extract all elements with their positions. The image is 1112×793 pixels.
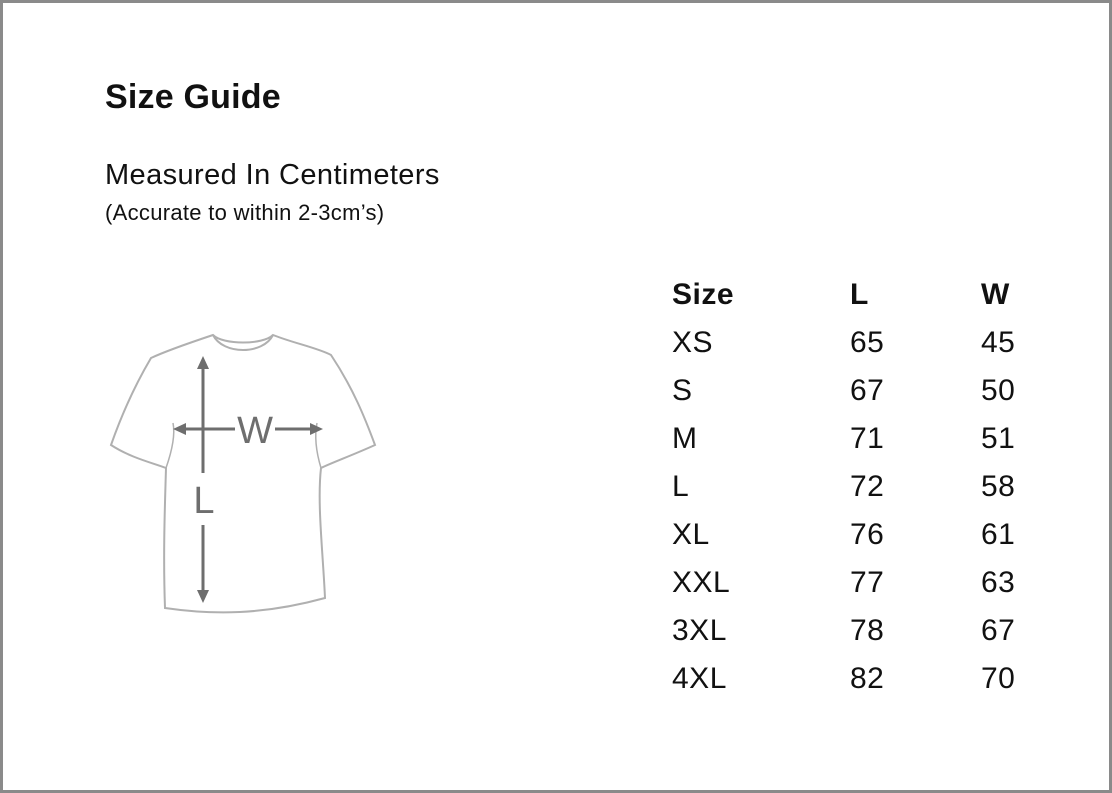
- size-cell: XS: [672, 326, 714, 359]
- table-row: [672, 319, 1061, 367]
- size-cell: S: [672, 374, 693, 407]
- length-cell: 77: [850, 566, 885, 599]
- header-length: L: [850, 278, 869, 311]
- table-row: [672, 415, 1061, 463]
- left-sleeve-seam: [166, 423, 174, 468]
- header-size: Size: [672, 278, 735, 311]
- size-cell: XXL: [672, 566, 731, 599]
- page-title: Size Guide: [105, 78, 281, 116]
- length-cell: 67: [850, 374, 885, 407]
- size-cell: XL: [672, 518, 710, 551]
- width-cell: 67: [981, 614, 1016, 647]
- size-cell: M: [672, 422, 698, 455]
- size-cell: L: [672, 470, 690, 503]
- measurement-unit-subtitle: Measured In Centimeters: [105, 159, 440, 191]
- table-row: [672, 607, 1061, 655]
- width-cell: 70: [981, 662, 1016, 695]
- size-cell: 3XL: [672, 614, 727, 647]
- width-cell: 61: [981, 518, 1016, 551]
- length-cell: 78: [850, 614, 885, 647]
- length-cell: 71: [850, 422, 885, 455]
- tshirt-icon: [103, 323, 383, 623]
- table-row: [672, 367, 1061, 415]
- table-row: [672, 511, 1061, 559]
- width-cell: 63: [981, 566, 1016, 599]
- length-cell: 82: [850, 662, 885, 695]
- table-header-row: [672, 271, 1061, 319]
- size-table: [672, 271, 1061, 703]
- length-cell: 76: [850, 518, 885, 551]
- length-cell: 72: [850, 470, 885, 503]
- length-cell: 65: [850, 326, 885, 359]
- width-cell: 45: [981, 326, 1016, 359]
- length-label: L: [193, 480, 215, 522]
- size-cell: 4XL: [672, 662, 727, 695]
- tshirt-outline: [111, 335, 375, 612]
- width-cell: 58: [981, 470, 1016, 503]
- accuracy-note: (Accurate to within 2-3cm’s): [105, 200, 385, 225]
- width-label: W: [237, 410, 273, 452]
- table-row: [672, 463, 1061, 511]
- table-row: [672, 655, 1061, 703]
- width-cell: 50: [981, 374, 1016, 407]
- width-cell: 51: [981, 422, 1016, 455]
- table-row: [672, 559, 1061, 607]
- header-width: W: [981, 278, 1010, 311]
